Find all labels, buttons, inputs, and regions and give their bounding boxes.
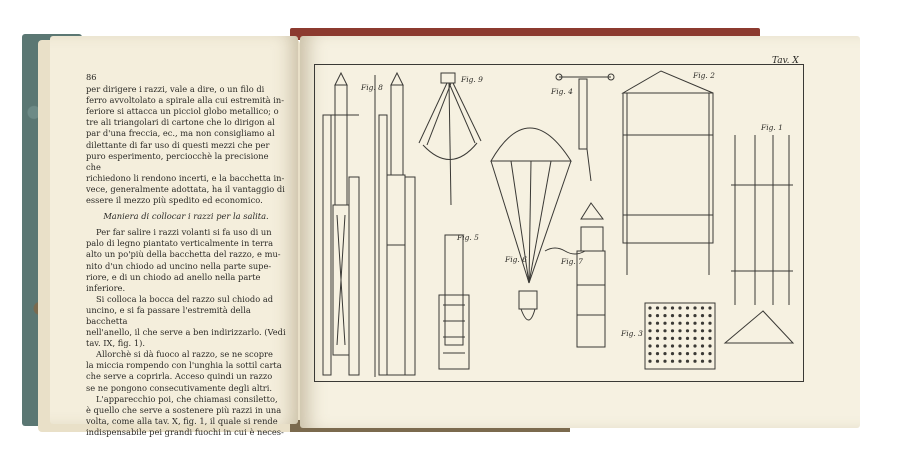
grid-dot [693, 344, 696, 347]
fig1-label: Fig. 1 [761, 123, 783, 132]
grid-dot [686, 306, 689, 309]
grid-dot [686, 360, 689, 363]
page-number: 86 [86, 72, 97, 82]
grid-dot [693, 337, 696, 340]
text-line: volta, come alla tav. X, fig. 1, il quale si rende [86, 415, 278, 426]
fig4-label: Fig. 4 [551, 87, 573, 96]
grid-dot [648, 337, 651, 340]
text-line: inferiore. [86, 282, 126, 293]
grid-dot [701, 314, 704, 317]
text-line: feriore si attacca un picciol globo metallico; o [86, 106, 279, 117]
paragraph-2 [86, 227, 286, 438]
text-line: par d'una freccia, ec., ma non consigliamo al [86, 128, 275, 139]
fig9-label: Fig. 9 [461, 75, 483, 84]
grid-dot [708, 352, 711, 355]
grid-dot [656, 344, 659, 347]
grid-dot [686, 322, 689, 325]
grid-dot [701, 344, 704, 347]
fig3-drawing [645, 303, 715, 369]
grid-dot [708, 360, 711, 363]
text-line: indispensabile pei grandi fuochi in cui è neces- [86, 426, 284, 437]
grid-dot [656, 314, 659, 317]
text-line: per dirigere i razzi, vale a dire, o un filo di [86, 84, 265, 95]
fig2-label: Fig. 2 [693, 71, 715, 80]
text-line: nito d'un chiodo ad uncino nella parte supe- [86, 260, 272, 271]
fig2-drawing [623, 71, 713, 275]
text-line: alto un po'più della bacchetta del razzo, e mu- [86, 249, 281, 260]
grid-dot [648, 322, 651, 325]
grid-dot [671, 360, 674, 363]
grid-dot [648, 360, 651, 363]
text-line: riore, e di un chiodo ad anello nella parte [86, 271, 261, 282]
text-line: Per far salire i razzi volanti si fa uso di un [96, 227, 272, 238]
grid-dot [701, 352, 704, 355]
fig9-drawing [419, 73, 481, 205]
grid-dot [671, 322, 674, 325]
grid-dot [678, 337, 681, 340]
grid-dot [708, 314, 711, 317]
grid-dot [663, 337, 666, 340]
text-line: L'apparecchio poi, che chiamasi consiletto, [96, 393, 278, 404]
grid-dot [708, 322, 711, 325]
grid-dot [686, 344, 689, 347]
grid-dot [656, 337, 659, 340]
grid-dot [686, 337, 689, 340]
grid-dot [648, 306, 651, 309]
fig6-label: Fig. 6 [505, 255, 527, 264]
grid-dot [678, 329, 681, 332]
grid-dot [671, 329, 674, 332]
fig7-drawing [577, 203, 605, 347]
grid-dot [686, 329, 689, 332]
fig8-label: Fig. 8 [361, 83, 383, 92]
engraving-plate [314, 64, 804, 382]
grid-dot [656, 352, 659, 355]
text-line: dilettante di far uso di questi mezzi che per [86, 139, 270, 150]
grid-dot [708, 344, 711, 347]
text-line: che serve a coprirla. Acceso quindi un razzo [86, 371, 273, 382]
text-line: essere il mezzo più spedito ed economico. [86, 195, 263, 206]
text-line: la miccia rompendo con l'unghia la sottil carta [86, 360, 282, 371]
grid-dot [701, 337, 704, 340]
grid-dot [663, 314, 666, 317]
fig3-grid-dots [648, 306, 711, 362]
grid-dot [656, 329, 659, 332]
grid-dot [648, 314, 651, 317]
grid-dot [656, 322, 659, 325]
grid-dot [693, 352, 696, 355]
text-line: tav. IX, fig. 1). [86, 338, 145, 349]
grid-dot [671, 306, 674, 309]
grid-dot [701, 306, 704, 309]
grid-dot [656, 306, 659, 309]
grid-dot [678, 306, 681, 309]
grid-dot [671, 314, 674, 317]
grid-dot [708, 337, 711, 340]
fig8-drawing [323, 73, 375, 377]
fig5-label: Fig. 5 [457, 233, 479, 242]
grid-dot [693, 329, 696, 332]
grid-dot [678, 344, 681, 347]
fig6-drawing [491, 128, 585, 320]
grid-dot [678, 352, 681, 355]
text-line: puro esperimento, perciocchè la precisione che [86, 150, 269, 172]
text-line: Si colloca la bocca del razzo sul chiodo ad [96, 293, 274, 304]
grid-dot [671, 352, 674, 355]
grid-dot [693, 314, 696, 317]
grid-dot [656, 360, 659, 363]
fig8b-drawing [379, 73, 415, 375]
grid-dot [693, 360, 696, 363]
fig3-label: Fig. 3 [621, 329, 643, 338]
fig7-label: Fig. 7 [561, 257, 583, 266]
text-line: nell'anello, il che serve a ben indirizzarlo. (Vedi [86, 327, 286, 338]
grid-dot [648, 352, 651, 355]
grid-dot [693, 306, 696, 309]
grid-dot [701, 329, 704, 332]
text-line: richiedono li rendono incerti, e la bacchetta in- [86, 172, 285, 183]
grid-dot [708, 306, 711, 309]
grid-dot [663, 329, 666, 332]
paragraph-1 [86, 84, 286, 206]
text-line: è quello che serve a sostenere più razzi in una [86, 404, 282, 415]
grid-dot [671, 337, 674, 340]
grid-dot [678, 322, 681, 325]
grid-dot [701, 322, 704, 325]
grid-dot [648, 329, 651, 332]
plate-label: Tav. X [772, 56, 799, 66]
grid-dot [663, 344, 666, 347]
grid-dot [708, 329, 711, 332]
grid-dot [671, 344, 674, 347]
grid-dot [663, 322, 666, 325]
text-line: ferro avvoltolato a spirale alla cui estremità in- [86, 95, 285, 106]
grid-dot [663, 352, 666, 355]
grid-dot [648, 344, 651, 347]
section-heading: Maniera di collocar i razzi per la salita. [103, 211, 269, 222]
text-line: uncino, e si fa passare l'estremità della bacchetta [86, 304, 251, 326]
grid-dot [693, 322, 696, 325]
grid-dot [686, 314, 689, 317]
grid-dot [663, 360, 666, 363]
fig1-drawing [725, 135, 793, 343]
text-line: se ne pongono consecutivamente degli altri. [86, 382, 273, 393]
left-page-text [86, 72, 286, 438]
text-line: tre ali triangolari di cartone che lo dirigon al [86, 117, 275, 128]
grid-dot [701, 360, 704, 363]
text-line: vece, generalmente adottata, ha il vantaggio di [86, 183, 285, 194]
text-line: Allorchè si dà fuoco al razzo, se ne scopre [96, 349, 273, 360]
fig5-drawing [439, 235, 469, 369]
engraving-illustration [315, 65, 803, 381]
grid-dot [686, 352, 689, 355]
grid-dot [678, 360, 681, 363]
grid-dot [663, 306, 666, 309]
grid-dot [678, 314, 681, 317]
text-line: palo di legno piantato verticalmente in terra [86, 238, 274, 249]
